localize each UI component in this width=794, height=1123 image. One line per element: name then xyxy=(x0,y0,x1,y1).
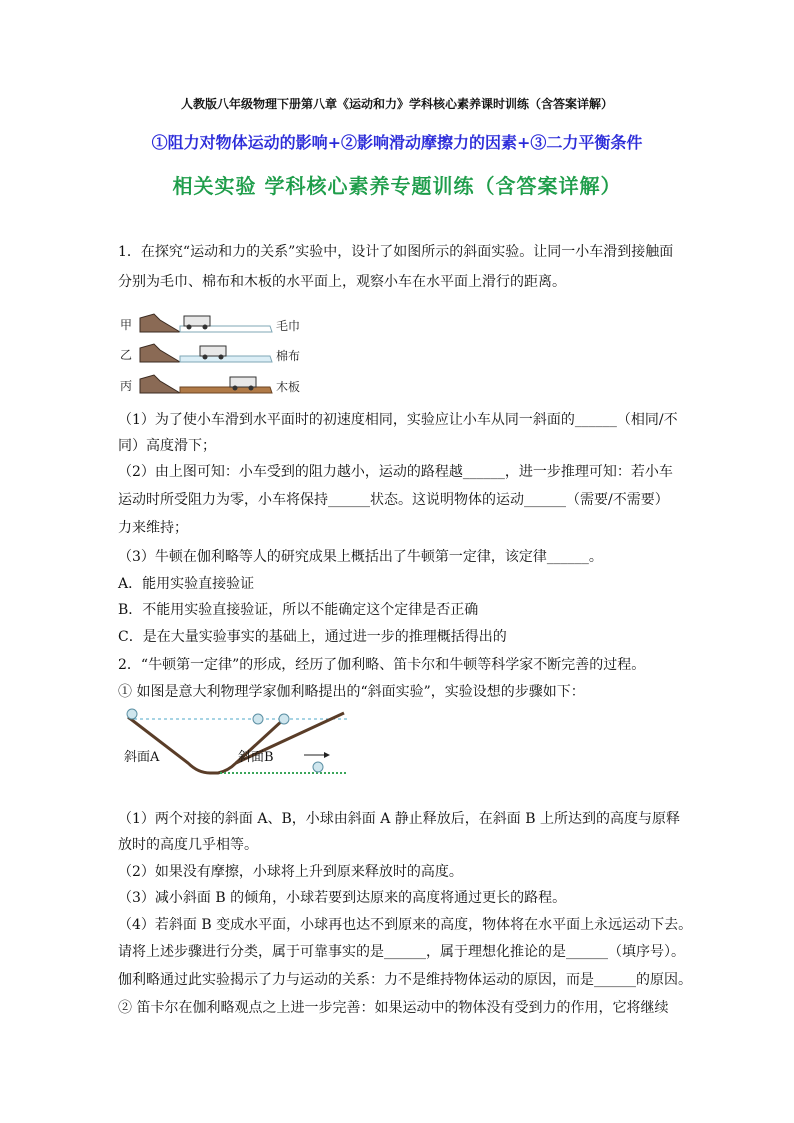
ramp-block xyxy=(140,314,180,332)
cart-wheel xyxy=(203,325,208,330)
surface-towel xyxy=(180,326,272,332)
ball xyxy=(127,709,137,719)
label-incline-a: 斜面A xyxy=(124,750,160,765)
ball xyxy=(253,714,263,724)
q1-stem-line2: 分别为毛巾、棉布和木板的水平面上，观察小车在水平面上滑行的距离。 xyxy=(118,274,566,290)
label-incline-b: 斜面B xyxy=(238,750,274,765)
q1-part3: （3）牛顿在伽利略等人的研究成果上概括出了牛顿第一定律，该定律______。 xyxy=(118,549,603,565)
incline-figure xyxy=(118,707,358,783)
q2-classify: 请将上述步骤进行分类，属于可靠事实的是______，属于理想化推论的是______（填序号）。 xyxy=(118,944,685,960)
q2-conclusion: 伽利略通过此实验揭示了力与运动的关系：力不是维持物体运动的原因，而是______的原因。 xyxy=(118,972,692,988)
q1-option-b: B．不能用实验直接验证，所以不能确定这个定律是否正确 xyxy=(118,602,479,618)
q2-step4: （4）若斜面 B 变成水平面，小球再也达不到原来的高度，物体将在水平面上永远运动下去。 xyxy=(118,917,693,933)
row-label-wood: 木板 xyxy=(276,380,301,394)
cart-wheel xyxy=(187,325,192,330)
q2-sub1: ① 如图是意大利物理学家伽利略提出的“斜面实验”，实验设想的步骤如下： xyxy=(118,684,585,700)
cart xyxy=(200,346,226,356)
q1-option-c: C．是在大量实验事实的基础上，通过进一步的推理概括得出的 xyxy=(118,629,507,645)
q2-step2: （2）如果没有摩擦，小球将上升到原来释放时的高度。 xyxy=(118,864,463,880)
cart-wheel xyxy=(233,386,238,391)
document-subtitle: 人教版八年级物理下册第八章《运动和力》学科核心素养课时训练（含答案详解） xyxy=(180,97,613,111)
q2-step1-line2: 放时的高度几乎相等。 xyxy=(118,837,258,853)
row-label-yi: 乙 xyxy=(120,348,133,362)
cart-wheel xyxy=(203,355,208,360)
q1-stem-line1: 1．在探究“运动和力的关系”实验中，设计了如图所示的斜面实验。让同一小车滑到接触面 xyxy=(118,244,674,260)
q2-step1-line1: （1）两个对接的斜面 A、B，小球由斜面 A 静止释放后，在斜面 B 上所达到的高度与原释 xyxy=(118,811,680,827)
q2-sub2: ② 笛卡尔在伽利略观点之上进一步完善：如果运动中的物体没有受到力的作用，它将继续 xyxy=(118,1000,669,1016)
row-label-cotton: 棉布 xyxy=(276,349,301,363)
q1-option-a: A．能用实验直接验证 xyxy=(118,576,255,592)
page-title: 相关实验 学科核心素养专题训练（含答案详解） xyxy=(172,174,622,198)
cart xyxy=(184,316,210,326)
q1-part2-line1: （2）由上图可知：小车受到的阻力越小，运动的路程越______，进一步推理可知：若小车 xyxy=(118,464,673,480)
row-label-jia: 甲 xyxy=(120,318,133,332)
row-label-bing: 丙 xyxy=(120,379,133,393)
q1-part1-line1: （1）为了使小车滑到水平面时的初速度相同，实验应让小车从同一斜面的______（相同/不 xyxy=(118,412,678,428)
q2-step3: （3）减小斜面 B 的倾角，小球若要到达原来的高度将通过更长的路程。 xyxy=(118,890,567,906)
incline-track xyxy=(128,713,344,773)
q1-part2-line3: 力来维持； xyxy=(118,520,188,536)
cart-wheel xyxy=(219,355,224,360)
cart-wheel xyxy=(249,386,254,391)
cart xyxy=(230,377,256,387)
ramp-block xyxy=(140,344,180,362)
surface-wood xyxy=(180,387,272,393)
ball xyxy=(279,714,289,724)
ball xyxy=(313,762,323,772)
q1-part2-line2: 运动时所受阻力为零，小车将保持______状态。这说明物体的运动______（需要/不需要） xyxy=(118,492,669,508)
surface-cotton xyxy=(180,356,272,362)
row-label-towel: 毛巾 xyxy=(276,319,301,333)
q1-part1-line2: 同）高度滑下； xyxy=(118,438,216,454)
topic-heading: ①阻力对物体运动的影响+②影响滑动摩擦力的因素+③二力平衡条件 xyxy=(151,133,643,152)
arrow-icon xyxy=(324,752,330,758)
ramp-figure xyxy=(118,306,318,402)
q2-stem: 2．“牛顿第一定律”的形成，经历了伽利略、笛卡尔和牛顿等科学家不断完善的过程。 xyxy=(118,657,646,673)
ramp-block xyxy=(140,375,180,393)
